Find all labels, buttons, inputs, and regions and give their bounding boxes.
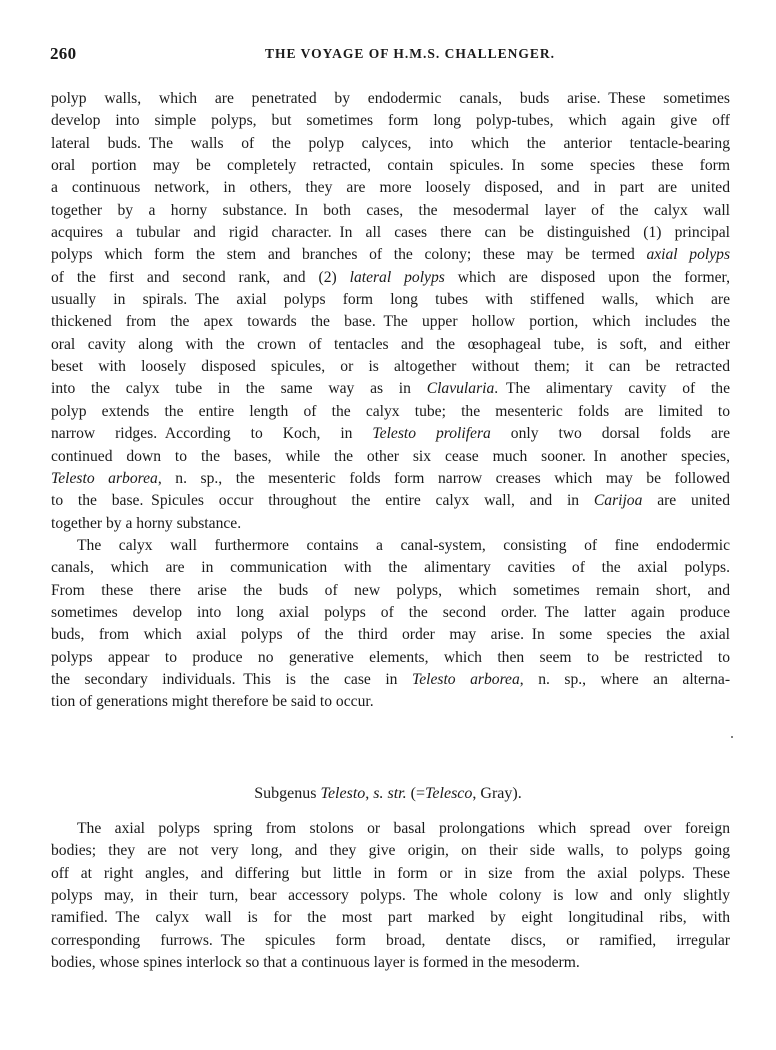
text-segment: corresponding furrows. The spicules form broad, dentate discs, or ramified, irregular — [51, 931, 730, 949]
body-text-lower — [51, 818, 730, 974]
text-segment: of the first and second rank, and (2) — [51, 268, 350, 286]
text-line — [51, 267, 730, 289]
text-segment: develop into simple polyps, but sometimes form long polyp-tubes, which again give off — [51, 112, 730, 130]
text-segment: tion of generations might therefore be said to occur. — [51, 693, 374, 711]
text-line — [51, 88, 730, 110]
text-segment: The axial polyps spring from stolons or basal prolongations which spread over foreign — [77, 820, 730, 837]
text-line — [51, 557, 730, 579]
italic-term: Carijoa — [593, 492, 643, 510]
text-segment: a continuous network, in others, they are more loosely disposed, and in part are united — [51, 179, 730, 197]
text-line — [51, 580, 730, 602]
text-line — [51, 624, 730, 646]
text-line — [51, 513, 730, 535]
text-segment: ramified. The calyx wall is for the most part marked by eight longitudinal ribs, with — [51, 909, 730, 927]
text-segment: only two dorsal folds are — [490, 425, 730, 443]
text-line — [51, 155, 730, 177]
text-line — [51, 602, 730, 624]
text-line — [51, 133, 730, 155]
heading-paren: (= — [406, 785, 425, 802]
paragraph-3 — [51, 818, 730, 974]
text-segment: The calyx wall furthermore contains a canal-system, consisting of fine endodermic — [77, 536, 730, 554]
text-line — [51, 334, 730, 356]
text-line — [51, 930, 730, 952]
italic-term: Clavularia — [426, 380, 495, 398]
text-line — [51, 378, 730, 400]
text-segment: beset with loosely disposed spicules, or is altogether without them; it can be retracted — [51, 358, 730, 376]
text-line — [51, 446, 730, 468]
text-segment: together by a horny substance. In both cases, the mesodermal layer of the calyx wall — [51, 201, 730, 219]
text-segment: . The alimentary cavity of the — [494, 380, 730, 398]
body-text-upper — [51, 88, 730, 714]
text-segment: bodies; they are not very long, and they give origin, on their side walls, to polyps going — [51, 842, 730, 860]
text-segment: acquires a tubular and rigid character. In all cases there can be distinguished (1) principal — [51, 224, 730, 242]
text-segment: polyps which form the stem and branches of the colony; these may be termed — [51, 246, 647, 264]
text-segment: usually in spirals. The axial polyps form long tubes with stiffened walls, which are — [51, 291, 730, 309]
heading-prefix: Subgenus — [254, 785, 321, 802]
text-line — [51, 952, 730, 974]
text-line — [51, 200, 730, 222]
text-line — [51, 885, 730, 907]
text-line — [51, 863, 730, 885]
text-segment: off at right angles, and differing but little in form or in size from the axial polyps. These — [51, 864, 730, 882]
text-line — [51, 177, 730, 199]
text-line — [51, 490, 730, 512]
text-segment: buds, from which axial polyps of the third order may arise. In some species the axial — [51, 626, 730, 644]
text-segment: canals, which are in communication with the alimentary cavities of the axial polyps. — [51, 559, 730, 577]
heading-suffix: , Gray). — [472, 785, 522, 802]
text-segment: polyps may, in their turn, bear accessory polyps. The whole colony is low and only slightly — [51, 887, 730, 905]
text-segment: oral portion may be completely retracted, contain spicules. In some species these form — [51, 157, 730, 175]
text-segment: thickened from the apex towards the base. The upper hollow portion, which includes the — [51, 313, 730, 331]
text-line — [51, 289, 730, 311]
text-segment: narrow ridges. According to Koch, in — [51, 425, 373, 443]
text-line — [51, 647, 730, 669]
section-heading — [0, 785, 776, 803]
text-segment: into the calyx tube in the same way as in — [51, 380, 427, 398]
text-line — [51, 818, 730, 840]
text-segment: to the base. Spicules occur throughout the entire calyx wall, and in — [51, 492, 594, 510]
text-line — [51, 222, 730, 244]
text-line — [51, 840, 730, 862]
italic-term: lateral polyps — [349, 268, 445, 286]
text-segment: which are disposed upon the former, — [444, 268, 730, 286]
text-segment: , n. sp., the mesenteric folds form narrow creases which may be followed — [157, 469, 730, 487]
text-line — [51, 244, 730, 266]
heading-sep: , — [365, 785, 374, 802]
text-segment: sometimes develop into long axial polyps of the second order. The latter again produce — [51, 603, 730, 621]
page-number: 260 — [50, 44, 77, 63]
italic-term: axial polyps — [646, 246, 731, 264]
text-line — [51, 468, 730, 490]
text-line — [51, 110, 730, 132]
text-segment: polyps appear to produce no generative elements, which then seem to be restricted to — [51, 648, 730, 666]
italic-term: Telesto prolifera — [372, 425, 491, 443]
text-line — [51, 423, 730, 445]
text-segment: From these there arise the buds of new polyps, which sometimes remain short, and — [51, 581, 730, 599]
heading-synonym: Telesco — [424, 785, 473, 802]
text-line — [51, 907, 730, 929]
text-segment: , n. sp., where an alterna- — [519, 670, 731, 688]
text-segment: bodies, whose spines interlock so that a continuous layer is formed in the mesoderm. — [51, 954, 580, 972]
paragraph-1 — [51, 88, 730, 535]
heading-genus: Telesto — [320, 785, 366, 802]
text-segment: polyp walls, which are penetrated by endodermic canals, buds arise. These sometimes — [51, 90, 730, 107]
text-segment: together by a horny substance. — [51, 514, 242, 532]
text-segment: oral cavity along with the crown of tentacles and the œsophageal tube, is soft, and either — [51, 335, 730, 353]
text-segment: lateral buds. The walls of the polyp calyces, into which the anterior tentacle-bearing — [51, 134, 730, 152]
text-line — [51, 311, 730, 333]
text-line — [51, 691, 730, 713]
page-header — [50, 44, 730, 68]
paragraph-2 — [51, 535, 730, 714]
print-speck — [731, 736, 733, 738]
heading-abbrev: s. str. — [373, 785, 407, 802]
text-segment: the secondary individuals. This is the case in — [51, 670, 412, 688]
text-segment: continued down to the bases, while the other six cease much sooner. In another species, — [51, 447, 730, 465]
text-line — [51, 669, 730, 691]
text-line — [51, 401, 730, 423]
text-line — [51, 535, 730, 557]
text-segment: polyp extends the entire length of the calyx tube; the mesenteric folds are limited to — [51, 402, 730, 420]
text-segment: are united — [642, 492, 730, 510]
running-title: THE VOYAGE OF H.M.S. CHALLENGER. — [264, 46, 556, 61]
text-line — [51, 356, 730, 378]
italic-term: Telesto arborea — [51, 469, 158, 487]
italic-term: Telesto arborea — [411, 670, 520, 688]
